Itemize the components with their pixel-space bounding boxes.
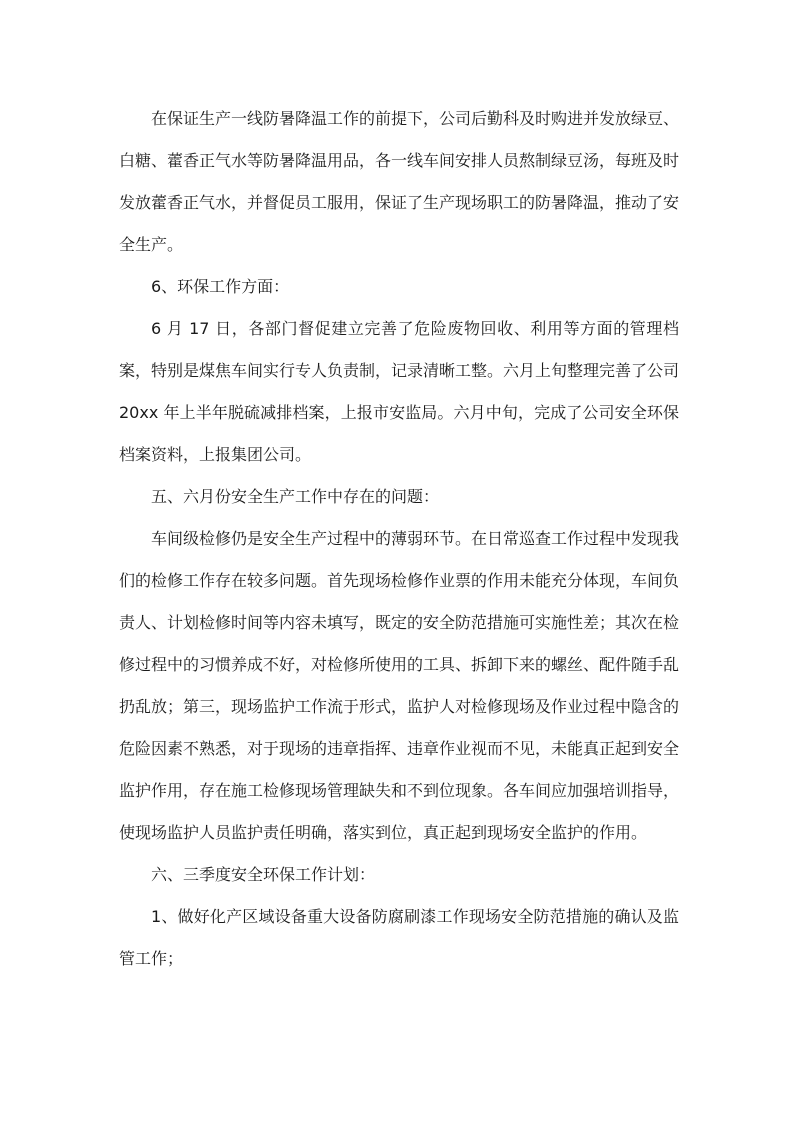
heading-june-problems: 五、六月份安全生产工作中存在的问题： (151, 487, 440, 506)
document-body (119, 98, 679, 980)
paragraph-plan-item-1: 1、做好化产区域设备重大设备防腐刷漆工作现场安全防范措施的确认及监管工作； (119, 907, 679, 968)
paragraph-environmental-archives: 6 月 17 日，各部门督促建立完善了危险废物回收、利用等方面的管理档案，特别是煤焦车间实行专人负责制，记录清晰工整。六月上旬整理完善了公司 20xx 年上半年脱硫减排档案，上报市安监局。六月中旬，完成了公司安全环保档案资料，上报集团公司。 (119, 319, 680, 464)
heading-environmental-work: 6、环保工作方面： (151, 277, 290, 296)
paragraph-maintenance-problems: 车间级检修仍是安全生产过程中的薄弱环节。在日常巡查工作过程中发现我们的检修工作存在较多问题。首先现场检修作业票的作用未能充分体现，车间负责人、计划检修时间等内容未填写，既定的安全防范措施可实施性差；其次在检修过程中的习惯养成不好，对检修所使用的工具、拆卸下来的螺丝、配件随手乱扔乱放；第三，现场监护工作流于形式，监护人对检修现场及作业过程中隐含的危险因素不熟悉，对于现场的违章指挥、违章作业视而不见，未能真正起到安全监护作用，存在施工检修现场管理缺失和不到位现象。各车间应加强培训指导，使现场监护人员监护责任明确，落实到位，真正起到现场安全监护的作用。 (119, 529, 680, 842)
heading-q3-plan: 六、三季度安全环保工作计划： (151, 865, 376, 884)
paragraph-heatstroke-prevention: 在保证生产一线防暑降温工作的前提下，公司后勤科及时购进并发放绿豆、白糖、藿香正气水等防暑降温用品，各一线车间安排人员熬制绿豆汤，每班及时发放藿香正气水，并督促员工服用，保证了生产现场职工的防暑降温，推动了安全生产。 (119, 109, 680, 254)
